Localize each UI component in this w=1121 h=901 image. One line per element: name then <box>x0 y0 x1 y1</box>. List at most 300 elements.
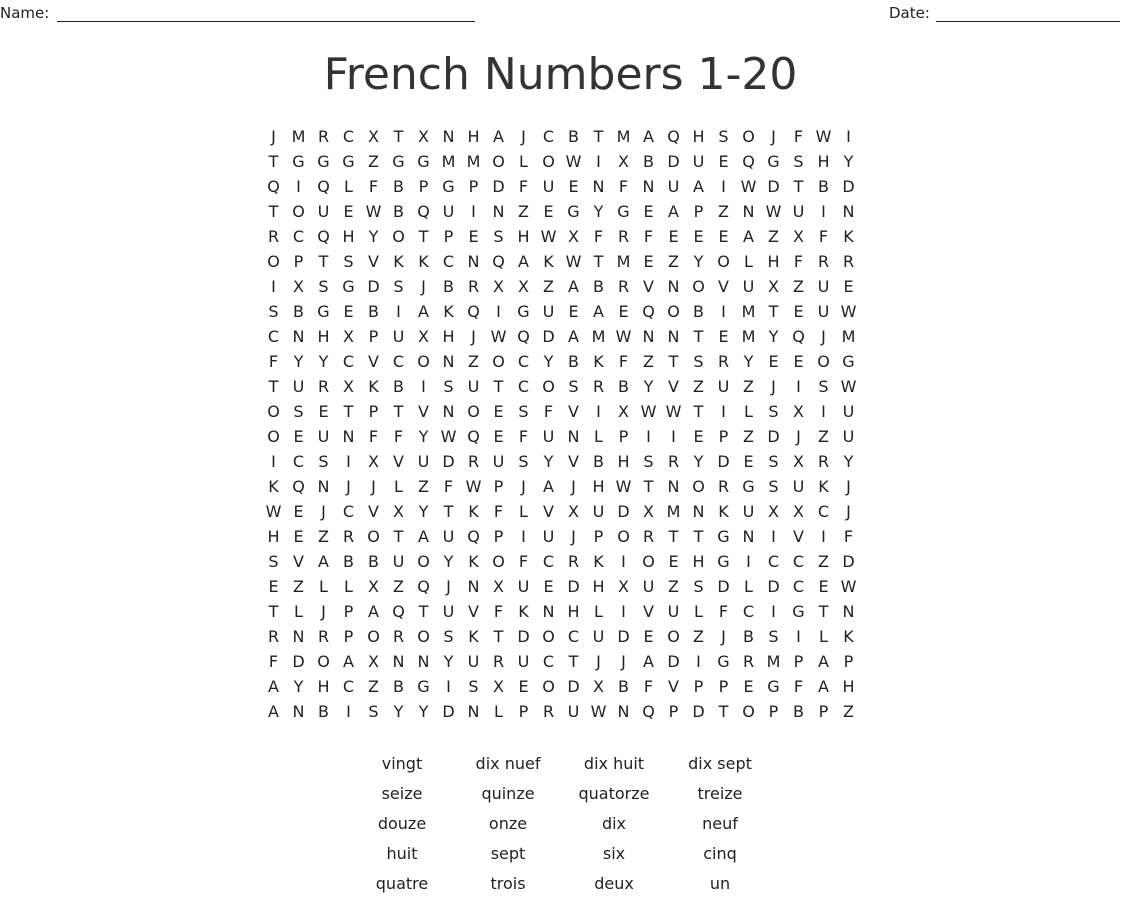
grid-letter[interactable]: J <box>596 652 601 671</box>
grid-letter[interactable]: T <box>268 152 279 171</box>
grid-letter[interactable]: O <box>367 527 380 546</box>
grid-letter[interactable]: S <box>268 552 279 571</box>
grid-letter[interactable]: E <box>843 277 854 296</box>
grid-letter[interactable]: U <box>542 177 555 196</box>
grid-letter[interactable]: H <box>817 152 830 171</box>
grid-letter[interactable]: J <box>846 477 851 496</box>
grid-letter[interactable]: I <box>721 302 726 321</box>
grid-letter[interactable]: E <box>718 227 729 246</box>
grid-letter[interactable]: M <box>741 327 756 346</box>
grid-letter[interactable]: F <box>793 252 804 271</box>
grid-letter[interactable]: U <box>642 577 655 596</box>
grid-letter[interactable]: X <box>368 652 379 671</box>
grid-letter[interactable]: I <box>821 202 826 221</box>
grid-letter[interactable]: B <box>293 302 304 321</box>
grid-letter[interactable]: U <box>392 327 405 346</box>
grid-letter[interactable]: L <box>519 502 528 521</box>
grid-letter[interactable]: K <box>443 302 454 321</box>
grid-letter[interactable]: A <box>568 277 579 296</box>
grid-letter[interactable]: G <box>442 177 455 196</box>
grid-letter[interactable]: U <box>442 202 455 221</box>
grid-letter[interactable]: V <box>668 677 679 696</box>
grid-letter[interactable]: F <box>368 177 379 196</box>
grid-letter[interactable]: Y <box>693 252 704 271</box>
grid-letter[interactable]: T <box>568 652 579 671</box>
grid-letter[interactable]: F <box>518 177 529 196</box>
grid-letter[interactable]: R <box>817 252 830 271</box>
grid-letter[interactable]: U <box>592 502 605 521</box>
grid-letter[interactable]: D <box>667 152 680 171</box>
grid-letter[interactable]: K <box>593 352 604 371</box>
grid-letter[interactable]: D <box>617 502 630 521</box>
grid-letter[interactable]: V <box>468 602 479 621</box>
grid-letter[interactable]: C <box>342 127 355 146</box>
grid-letter[interactable]: F <box>393 427 404 446</box>
grid-letter[interactable]: P <box>468 177 479 196</box>
grid-letter[interactable]: Y <box>418 502 429 521</box>
grid-letter[interactable]: X <box>393 502 404 521</box>
grid-letter[interactable]: H <box>342 227 355 246</box>
grid-letter[interactable]: B <box>368 302 379 321</box>
grid-letter[interactable]: B <box>393 677 404 696</box>
grid-letter[interactable]: X <box>343 377 354 396</box>
grid-letter[interactable]: H <box>567 602 580 621</box>
grid-letter[interactable]: R <box>717 477 730 496</box>
grid-letter[interactable]: Z <box>818 552 829 571</box>
grid-letter[interactable]: M <box>291 127 306 146</box>
grid-letter[interactable]: H <box>617 452 630 471</box>
grid-letter[interactable]: A <box>418 527 429 546</box>
grid-letter[interactable]: A <box>518 252 529 271</box>
grid-letter[interactable]: U <box>292 377 305 396</box>
grid-letter[interactable]: S <box>818 377 829 396</box>
grid-letter[interactable]: R <box>342 527 355 546</box>
grid-letter[interactable]: S <box>518 402 529 421</box>
grid-letter[interactable]: T <box>268 377 279 396</box>
grid-letter[interactable]: Z <box>418 477 429 496</box>
grid-letter[interactable]: T <box>418 602 429 621</box>
grid-letter[interactable]: X <box>418 327 429 346</box>
grid-letter[interactable]: R <box>542 702 555 721</box>
grid-letter[interactable]: O <box>642 552 655 571</box>
grid-letter[interactable]: F <box>618 177 629 196</box>
grid-letter[interactable]: U <box>417 452 430 471</box>
grid-letter[interactable]: T <box>768 302 779 321</box>
grid-letter[interactable]: W <box>565 152 582 171</box>
grid-letter[interactable]: W <box>840 377 857 396</box>
grid-letter[interactable]: W <box>840 302 857 321</box>
grid-letter[interactable]: I <box>796 627 801 646</box>
grid-letter[interactable]: L <box>694 602 703 621</box>
grid-letter[interactable]: N <box>292 702 305 721</box>
grid-letter[interactable]: P <box>293 252 304 271</box>
grid-letter[interactable]: I <box>771 527 776 546</box>
grid-letter[interactable]: E <box>543 202 554 221</box>
grid-letter[interactable]: C <box>267 327 280 346</box>
grid-letter[interactable]: O <box>542 677 555 696</box>
grid-letter[interactable]: E <box>568 302 579 321</box>
grid-letter[interactable]: E <box>693 227 704 246</box>
grid-letter[interactable]: W <box>265 502 282 521</box>
grid-letter[interactable]: B <box>743 627 754 646</box>
grid-letter[interactable]: Z <box>368 152 379 171</box>
grid-letter[interactable]: D <box>842 177 855 196</box>
grid-letter[interactable]: A <box>418 302 429 321</box>
grid-letter[interactable]: B <box>643 152 654 171</box>
grid-letter[interactable]: B <box>318 702 329 721</box>
grid-letter[interactable]: F <box>518 552 529 571</box>
grid-letter[interactable]: P <box>693 677 704 696</box>
grid-letter[interactable]: R <box>567 552 580 571</box>
grid-letter[interactable]: V <box>568 402 579 421</box>
grid-letter[interactable]: Q <box>792 327 805 346</box>
grid-letter[interactable]: N <box>667 327 680 346</box>
grid-letter[interactable]: H <box>842 677 855 696</box>
grid-letter[interactable]: K <box>368 377 379 396</box>
grid-letter[interactable]: L <box>744 577 753 596</box>
grid-letter[interactable]: B <box>568 352 579 371</box>
grid-letter[interactable]: F <box>793 677 804 696</box>
grid-letter[interactable]: I <box>346 452 351 471</box>
grid-letter[interactable]: P <box>818 702 829 721</box>
grid-letter[interactable]: T <box>718 702 729 721</box>
grid-letter[interactable]: Q <box>417 577 430 596</box>
grid-letter[interactable]: Y <box>368 227 379 246</box>
grid-letter[interactable]: J <box>571 527 576 546</box>
grid-letter[interactable]: Z <box>318 527 329 546</box>
grid-letter[interactable]: B <box>618 377 629 396</box>
grid-letter[interactable]: M <box>616 252 631 271</box>
grid-letter[interactable]: O <box>542 377 555 396</box>
grid-letter[interactable]: Z <box>693 377 704 396</box>
grid-letter[interactable]: U <box>542 527 555 546</box>
grid-letter[interactable]: C <box>517 377 530 396</box>
grid-letter[interactable]: E <box>718 327 729 346</box>
grid-letter[interactable]: I <box>821 402 826 421</box>
grid-letter[interactable]: R <box>717 352 730 371</box>
grid-letter[interactable]: P <box>768 702 779 721</box>
grid-letter[interactable]: A <box>818 652 829 671</box>
grid-letter[interactable]: T <box>443 502 454 521</box>
grid-letter[interactable]: T <box>493 377 504 396</box>
grid-letter[interactable]: E <box>493 402 504 421</box>
grid-letter[interactable]: Z <box>518 202 529 221</box>
grid-letter[interactable]: O <box>367 627 380 646</box>
grid-letter[interactable]: H <box>442 327 455 346</box>
grid-letter[interactable]: G <box>517 302 530 321</box>
grid-letter[interactable]: V <box>368 502 379 521</box>
grid-letter[interactable]: F <box>493 602 504 621</box>
grid-letter[interactable]: O <box>742 702 755 721</box>
grid-letter[interactable]: A <box>643 127 654 146</box>
grid-letter[interactable]: Y <box>543 352 554 371</box>
grid-letter[interactable]: E <box>618 302 629 321</box>
grid-letter[interactable]: B <box>393 177 404 196</box>
grid-letter[interactable]: P <box>443 227 454 246</box>
grid-letter[interactable]: I <box>596 152 601 171</box>
grid-letter[interactable]: M <box>666 502 681 521</box>
grid-letter[interactable]: L <box>819 627 828 646</box>
grid-letter[interactable]: T <box>668 352 679 371</box>
grid-letter[interactable]: I <box>521 527 526 546</box>
grid-letter[interactable]: Z <box>668 577 679 596</box>
grid-letter[interactable]: J <box>771 377 776 396</box>
grid-letter[interactable]: D <box>717 577 730 596</box>
grid-letter[interactable]: O <box>267 427 280 446</box>
grid-letter[interactable]: G <box>342 277 355 296</box>
grid-letter[interactable]: X <box>793 502 804 521</box>
grid-letter[interactable]: D <box>617 627 630 646</box>
grid-letter[interactable]: Y <box>293 677 304 696</box>
grid-letter[interactable]: X <box>793 227 804 246</box>
grid-letter[interactable]: M <box>591 327 606 346</box>
grid-letter[interactable]: A <box>568 327 579 346</box>
grid-letter[interactable]: X <box>518 277 529 296</box>
grid-letter[interactable]: X <box>618 152 629 171</box>
grid-letter[interactable]: N <box>467 577 480 596</box>
grid-letter[interactable]: J <box>346 477 351 496</box>
grid-letter[interactable]: L <box>519 152 528 171</box>
grid-letter[interactable]: V <box>668 377 679 396</box>
grid-letter[interactable]: U <box>667 177 680 196</box>
grid-letter[interactable]: I <box>721 402 726 421</box>
grid-letter[interactable]: V <box>368 252 379 271</box>
grid-letter[interactable]: W <box>540 227 557 246</box>
grid-letter[interactable]: A <box>493 127 504 146</box>
grid-letter[interactable]: M <box>766 652 781 671</box>
grid-letter[interactable]: K <box>268 477 279 496</box>
grid-letter[interactable]: W <box>465 477 482 496</box>
grid-letter[interactable]: I <box>271 452 276 471</box>
grid-letter[interactable]: C <box>542 127 555 146</box>
grid-letter[interactable]: D <box>567 677 580 696</box>
grid-letter[interactable]: I <box>796 377 801 396</box>
grid-letter[interactable]: U <box>442 602 455 621</box>
grid-letter[interactable]: X <box>418 127 429 146</box>
grid-letter[interactable]: G <box>767 152 780 171</box>
grid-letter[interactable]: C <box>792 577 805 596</box>
grid-letter[interactable]: J <box>521 127 526 146</box>
grid-letter[interactable]: S <box>318 277 329 296</box>
grid-letter[interactable]: Y <box>768 327 779 346</box>
grid-letter[interactable]: N <box>492 202 505 221</box>
grid-letter[interactable]: U <box>667 602 680 621</box>
grid-letter[interactable]: U <box>717 377 730 396</box>
grid-letter[interactable]: Y <box>743 352 754 371</box>
grid-letter[interactable]: B <box>618 677 629 696</box>
grid-letter[interactable]: D <box>717 452 730 471</box>
grid-letter[interactable]: Y <box>318 352 329 371</box>
grid-letter[interactable]: X <box>493 277 504 296</box>
grid-letter[interactable]: D <box>767 427 780 446</box>
grid-letter[interactable]: E <box>293 427 304 446</box>
grid-letter[interactable]: E <box>493 427 504 446</box>
grid-letter[interactable]: S <box>568 377 579 396</box>
grid-letter[interactable]: N <box>592 177 605 196</box>
grid-letter[interactable]: U <box>842 427 855 446</box>
grid-letter[interactable]: U <box>692 152 705 171</box>
grid-letter[interactable]: A <box>268 677 279 696</box>
grid-letter[interactable]: B <box>393 377 404 396</box>
grid-letter[interactable]: E <box>293 527 304 546</box>
grid-letter[interactable]: P <box>368 402 379 421</box>
grid-letter[interactable]: Y <box>443 652 454 671</box>
grid-letter[interactable]: T <box>668 527 679 546</box>
grid-letter[interactable]: J <box>571 477 576 496</box>
grid-letter[interactable]: M <box>466 152 481 171</box>
grid-letter[interactable]: P <box>343 627 354 646</box>
grid-letter[interactable]: S <box>768 452 779 471</box>
grid-letter[interactable]: R <box>467 452 480 471</box>
grid-letter[interactable]: L <box>744 402 753 421</box>
grid-letter[interactable]: O <box>292 202 305 221</box>
grid-letter[interactable]: J <box>821 327 826 346</box>
grid-letter[interactable]: X <box>643 502 654 521</box>
grid-letter[interactable]: U <box>817 302 830 321</box>
grid-letter[interactable]: S <box>393 277 404 296</box>
grid-letter[interactable]: F <box>518 427 529 446</box>
grid-letter[interactable]: U <box>817 277 830 296</box>
grid-letter[interactable]: L <box>594 427 603 446</box>
grid-letter[interactable]: G <box>717 527 730 546</box>
grid-letter[interactable]: D <box>367 277 380 296</box>
grid-letter[interactable]: Y <box>443 552 454 571</box>
grid-letter[interactable]: O <box>667 627 680 646</box>
grid-letter[interactable]: H <box>517 227 530 246</box>
grid-letter[interactable]: X <box>768 502 779 521</box>
grid-letter[interactable]: N <box>742 527 755 546</box>
grid-letter[interactable]: Z <box>793 277 804 296</box>
grid-letter[interactable]: J <box>621 652 626 671</box>
grid-letter[interactable]: P <box>368 327 379 346</box>
grid-letter[interactable]: Y <box>418 702 429 721</box>
grid-letter[interactable]: D <box>442 452 455 471</box>
grid-letter[interactable]: S <box>443 377 454 396</box>
grid-letter[interactable]: L <box>319 577 328 596</box>
grid-letter[interactable]: I <box>821 527 826 546</box>
grid-letter[interactable]: R <box>617 227 630 246</box>
grid-letter[interactable]: J <box>471 327 476 346</box>
grid-letter[interactable]: O <box>417 552 430 571</box>
grid-letter[interactable]: T <box>793 177 804 196</box>
grid-letter[interactable]: U <box>742 502 755 521</box>
grid-letter[interactable]: X <box>493 677 504 696</box>
grid-letter[interactable]: E <box>643 252 654 271</box>
grid-letter[interactable]: F <box>593 227 604 246</box>
grid-letter[interactable]: T <box>268 602 279 621</box>
grid-letter[interactable]: E <box>268 577 279 596</box>
grid-letter[interactable]: I <box>846 127 851 146</box>
grid-letter[interactable]: U <box>392 552 405 571</box>
grid-letter[interactable]: S <box>718 127 729 146</box>
grid-letter[interactable]: K <box>843 627 854 646</box>
grid-letter[interactable]: V <box>793 527 804 546</box>
grid-letter[interactable]: D <box>767 177 780 196</box>
grid-letter[interactable]: W <box>615 477 632 496</box>
grid-letter[interactable]: G <box>417 677 430 696</box>
grid-letter[interactable]: T <box>318 252 329 271</box>
grid-letter[interactable]: Y <box>643 377 654 396</box>
grid-letter[interactable]: R <box>317 627 330 646</box>
grid-letter[interactable]: F <box>793 127 804 146</box>
grid-letter[interactable]: D <box>292 652 305 671</box>
grid-letter[interactable]: X <box>568 227 579 246</box>
grid-letter[interactable]: S <box>693 577 704 596</box>
grid-letter[interactable]: I <box>671 427 676 446</box>
grid-letter[interactable]: G <box>842 352 855 371</box>
grid-letter[interactable]: N <box>642 327 655 346</box>
grid-letter[interactable]: U <box>492 452 505 471</box>
grid-letter[interactable]: N <box>842 602 855 621</box>
grid-letter[interactable]: W <box>565 252 582 271</box>
grid-letter[interactable]: O <box>267 252 280 271</box>
grid-letter[interactable]: P <box>718 677 729 696</box>
grid-letter[interactable]: R <box>642 527 655 546</box>
grid-letter[interactable]: O <box>692 277 705 296</box>
grid-letter[interactable]: S <box>693 352 704 371</box>
grid-letter[interactable]: N <box>542 602 555 621</box>
grid-letter[interactable]: P <box>493 477 504 496</box>
grid-letter[interactable]: A <box>593 302 604 321</box>
grid-letter[interactable]: R <box>267 227 280 246</box>
grid-letter[interactable]: M <box>741 302 756 321</box>
grid-letter[interactable]: J <box>846 502 851 521</box>
grid-letter[interactable]: E <box>718 152 729 171</box>
grid-letter[interactable]: D <box>567 577 580 596</box>
grid-letter[interactable]: C <box>817 502 830 521</box>
grid-letter[interactable]: K <box>818 477 829 496</box>
grid-letter[interactable]: A <box>693 177 704 196</box>
grid-letter[interactable]: T <box>393 402 404 421</box>
grid-letter[interactable]: U <box>592 627 605 646</box>
grid-letter[interactable]: T <box>693 402 704 421</box>
grid-letter[interactable]: R <box>842 252 855 271</box>
grid-letter[interactable]: W <box>815 127 832 146</box>
grid-letter[interactable]: O <box>692 477 705 496</box>
grid-letter[interactable]: E <box>793 352 804 371</box>
grid-letter[interactable]: E <box>643 627 654 646</box>
grid-letter[interactable]: U <box>467 377 480 396</box>
grid-letter[interactable]: O <box>817 352 830 371</box>
grid-letter[interactable]: Z <box>293 577 304 596</box>
grid-letter[interactable]: Y <box>293 352 304 371</box>
grid-letter[interactable]: R <box>742 652 755 671</box>
grid-letter[interactable]: X <box>618 577 629 596</box>
grid-letter[interactable]: I <box>346 702 351 721</box>
grid-letter[interactable]: Z <box>393 577 404 596</box>
grid-letter[interactable]: T <box>693 327 704 346</box>
grid-letter[interactable]: A <box>818 677 829 696</box>
grid-letter[interactable]: N <box>392 652 405 671</box>
grid-letter[interactable]: W <box>640 402 657 421</box>
grid-letter[interactable]: Q <box>642 702 655 721</box>
grid-letter[interactable]: K <box>593 552 604 571</box>
grid-letter[interactable]: M <box>616 127 631 146</box>
grid-letter[interactable]: E <box>643 202 654 221</box>
grid-letter[interactable]: X <box>568 502 579 521</box>
grid-letter[interactable]: V <box>718 277 729 296</box>
grid-letter[interactable]: O <box>467 402 480 421</box>
grid-letter[interactable]: Y <box>693 452 704 471</box>
grid-letter[interactable]: F <box>268 652 279 671</box>
grid-letter[interactable]: W <box>490 327 507 346</box>
grid-letter[interactable]: K <box>843 227 854 246</box>
grid-letter[interactable]: P <box>493 527 504 546</box>
grid-letter[interactable]: Q <box>317 227 330 246</box>
grid-letter[interactable]: B <box>343 552 354 571</box>
grid-letter[interactable]: E <box>568 177 579 196</box>
grid-letter[interactable]: K <box>468 502 479 521</box>
